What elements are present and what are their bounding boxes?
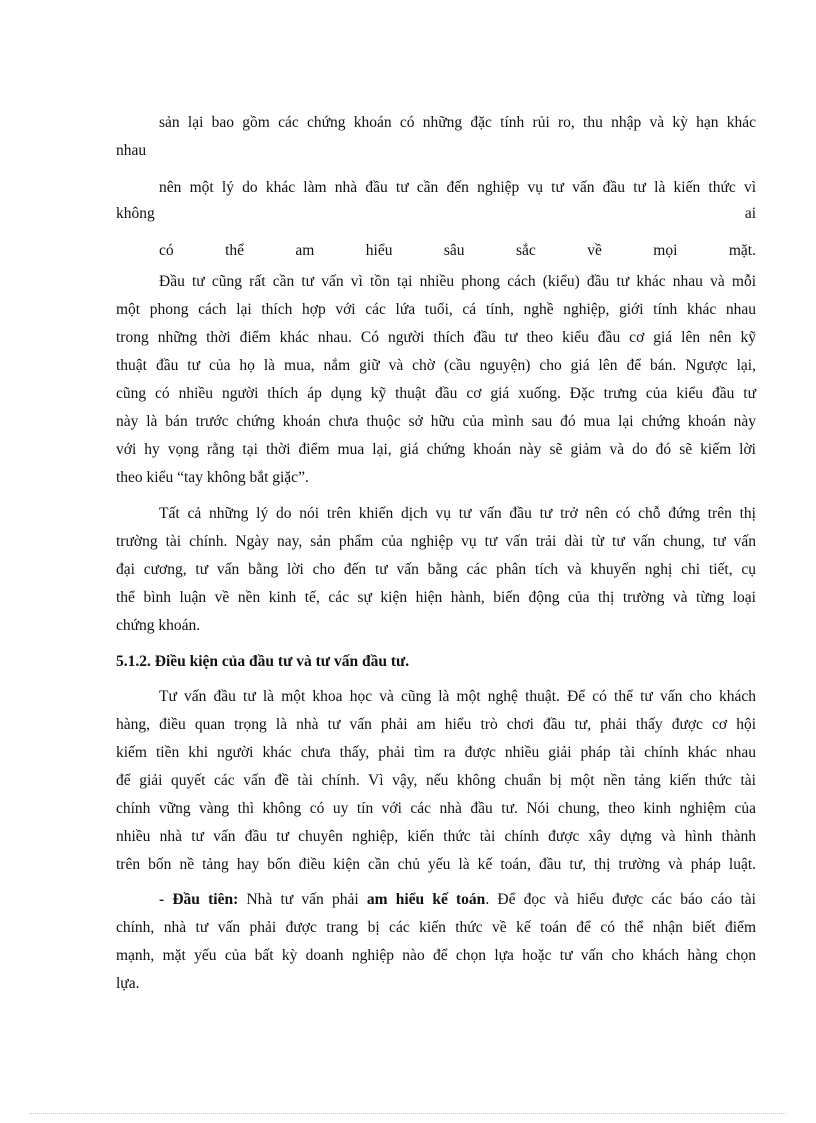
word: không	[116, 205, 155, 222]
body-line: trên bốn nề tảng hay bốn điều kiện cần chủ yếu là kế toán, đầu tư, thị trường và pháp luật.	[116, 856, 756, 873]
word: hiểu	[365, 242, 393, 259]
body-line: hàng, điều quan trọng là nhà tư vấn phải am hiểu trò chơi đầu tư, phải thấy được cơ hội	[116, 716, 756, 733]
bold-lead: - Đầu tiên:	[159, 891, 239, 908]
spread-line	[159, 237, 756, 265]
body-line: theo kiểu “tay không bắt giặc”.	[116, 469, 309, 486]
body-line: thuật đầu tư của họ là mua, nắm giữ và chờ (cầu nguyện) cho giá lên để bán. Ngược lại,	[116, 357, 756, 374]
body-line: nên một lý do khác làm nhà đầu tư cần đến nghiệp vụ tư vấn đầu tư là kiến thức vì	[159, 179, 756, 196]
body-line: Tư vấn đầu tư là một khoa học và cũng là một nghệ thuật. Để có thể tư vấn cho khách	[159, 688, 756, 705]
body-line: trong những thời điểm khác nhau. Có người thích đầu tư theo kiểu đầu cơ giá lên nên kỹ	[116, 329, 756, 346]
word: có	[159, 242, 174, 259]
section-heading: 5.1.2. Điều kiện của đầu tư và tư vấn đầu tư.	[116, 653, 410, 670]
word: thể	[225, 242, 244, 259]
word: mặt.	[728, 242, 756, 259]
body-line: cũng có nhiều người thích áp dụng kỹ thuật đầu cơ giá xuống. Đặc trưng của kiểu đầu tư	[116, 385, 756, 402]
body-line: nhau	[116, 142, 147, 159]
word: am	[295, 242, 315, 259]
body-line: lựa.	[116, 975, 140, 992]
body-line: sản lại bao gồm các chứng khoán có những đặc tính rủi ro, thu nhập và kỳ hạn khác	[159, 114, 756, 131]
word: sắc	[515, 242, 536, 259]
body-line: chính vững vàng thì không có uy tín với các nhà đầu tư. Nói chung, theo kinh nghiệm của	[116, 800, 756, 817]
body-line: trường tài chính. Ngày nay, sản phẩm của nghiệp vụ tư vấn trải dài từ tư vấn chung, tư vấn	[116, 533, 756, 550]
body-line: kiếm tiền khi người khác chưa thấy, phải tìm ra được nhiều giải pháp tài chính khác nhau	[116, 744, 756, 761]
word: mọi	[653, 242, 678, 259]
body-line: một phong cách lại thích hợp với các lứa tuổi, cá tính, nghề nghiệp, giới tính khác nhau	[116, 301, 756, 318]
word: về	[587, 242, 602, 259]
bold-para-first-line	[159, 886, 756, 914]
body-line: đại cương, tư vấn bằng lời cho đến tư vấn bằng các phân tích và khuyến nghị chi tiết, cụ	[116, 561, 756, 578]
body-line: nhiều nhà tư vấn đầu tư chuyên nghiệp, kiến thức tài chính được xây dựng và hình thành	[116, 828, 756, 845]
body-line: mạnh, mặt yếu của bất kỳ doanh nghiệp nào để chọn lựa hoặc tư vấn cho khách hàng chọn	[116, 947, 756, 964]
body-line: thể bình luận về nền kinh tế, các sự kiện hiện hành, biến động của thị trường và từng loại	[116, 589, 756, 606]
page-footer-divider	[30, 1113, 786, 1114]
text-run: Nhà tư vấn phải	[238, 891, 367, 908]
body-line: Đầu tư cũng rất cần tư vấn vì tồn tại nhiều phong cách (kiểu) đầu tư khác nhau và mỗi	[159, 273, 756, 290]
bold-emphasis: am hiểu kế toán	[366, 891, 486, 908]
body-line: để giải quyết các vấn đề tài chính. Vì vậy, nếu không chuẩn bị một nền tảng kiến thức tài	[116, 772, 756, 789]
word: ai	[744, 205, 756, 222]
body-line: Tất cả những lý do nói trên khiến dịch vụ tư vấn đầu tư trở nên có chỗ đứng trên thị	[159, 505, 756, 522]
word: sâu	[443, 242, 465, 259]
body-line: chứng khoán.	[116, 617, 201, 634]
body-line: chính, nhà tư vấn phải được trang bị các kiến thức về kế toán để có thể nhận biết điểm	[116, 919, 756, 936]
body-line: này là bán trước chứng khoán chưa thuộc sở hữu của mình sau đó mua lại chứng khoán này	[116, 413, 756, 430]
body-line: với hy vọng rằng tại thời điểm mua lại, giá chứng khoán này sẽ giảm và do đó sẽ kiếm lời	[116, 441, 756, 458]
body-line-split	[116, 200, 756, 228]
text-run: . Để đọc và hiểu được các báo cáo tài	[485, 891, 756, 908]
